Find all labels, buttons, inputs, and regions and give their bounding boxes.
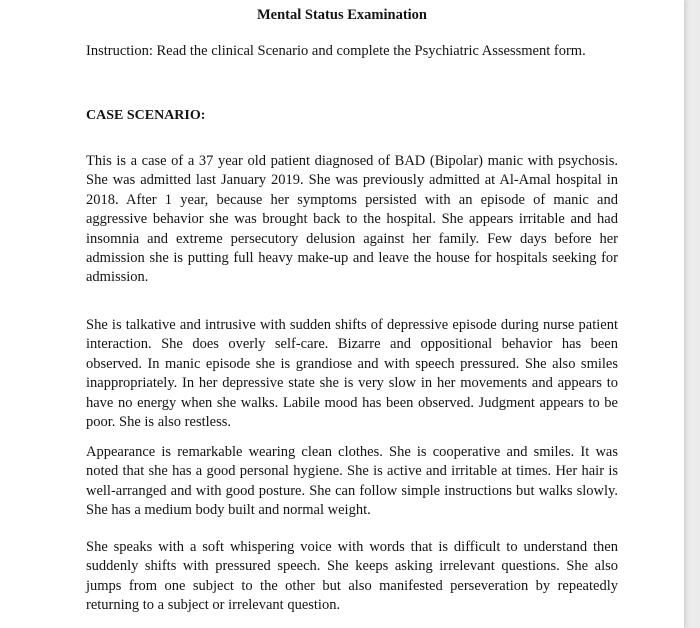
case-paragraph-1: This is a case of a 37 year old patient diagnosed of BAD (Bipolar) manic with psychosis. She was admitted last January 2019. She was previously admitted at Al-Amal hospital in 2018. After 1 year, because her symptoms persisted with an episode of manic and aggressive behavior she was brought back to the hospital. She appears irritable and had insomnia and extreme persecutory delusion against her family. Few days before her admission she is putting full heavy make-up and leave the house for hospitals seeking for admission. xyxy=(86,153,618,286)
document-title: Mental Status Examination xyxy=(257,7,427,23)
case-paragraph-4: She speaks with a soft whispering voice with words that is difficult to understand then suddenly shifts with pressured speech. She keeps asking irrelevant questions. She also jumps from one subject to the other but also manifested perseveration by repeatedly returning to a subject or irrelevant question. xyxy=(86,539,618,614)
case-scenario-heading: CASE SCENARIO: xyxy=(86,108,206,123)
case-paragraph-3: Appearance is remarkable wearing clean clothes. She is cooperative and smiles. It was noted that she has a good personal hygiene. She is active and irritable at times. Her hair is well-arranged and with good posture. She can follow simple instructions but walks slowly. She has a medium body built and normal weight. xyxy=(86,444,618,519)
instruction-text: Instruction: Read the clinical Scenario and complete the Psychiatric Assessment form. xyxy=(86,43,586,59)
case-paragraph-2: She is talkative and intrusive with sudden shifts of depressive episode during nurse patient interaction. She does overly self-care. Bizarre and oppositional behavior has been observed. In manic episode she is grandiose and with speech pressured. She also smiles inappropriately. In her depressive state she is very slow in her movements and appears to have no energy when she walks. Labile mood has been observed. Judgment appears to be poor. She is also restless. xyxy=(86,317,618,431)
